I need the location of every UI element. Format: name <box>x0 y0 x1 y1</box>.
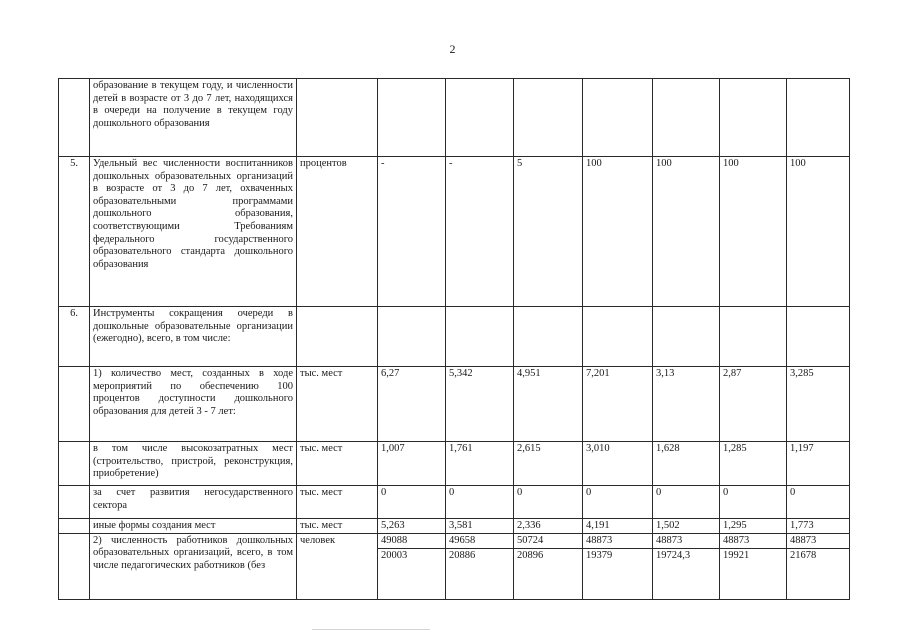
table-row <box>59 79 850 157</box>
value-cell <box>514 307 583 367</box>
value-cell: 0 <box>583 486 653 519</box>
table-row <box>59 533 850 599</box>
value-cell: 2,87 <box>720 367 787 442</box>
value-cell: 1,773 <box>787 519 850 534</box>
value-cell <box>720 307 787 367</box>
value-cell <box>378 79 446 157</box>
table-row <box>59 486 850 519</box>
value-cell: 5 <box>514 157 583 307</box>
value-cell: 0 <box>653 486 720 519</box>
value-cell <box>514 533 583 599</box>
value-cell: 100 <box>583 157 653 307</box>
value-cell <box>378 533 446 599</box>
value-primary: 49088 <box>378 535 446 550</box>
value-cell: 3,285 <box>787 367 850 442</box>
value-cell: 1,628 <box>653 442 720 486</box>
value-cell: 6,27 <box>378 367 446 442</box>
row-number-cell: 5. <box>59 157 90 307</box>
value-primary: 48873 <box>787 535 850 550</box>
unit-cell: тыс. мест <box>297 367 378 442</box>
value-cell: 0 <box>378 486 446 519</box>
table-row <box>59 442 850 486</box>
indicator-description-cell: Удельный вес численности воспитанников дошкольных образовательных организаций в возрасте от 3 до 7 лет, охваченных образовательными программами дошкольного образования, соответствующими Требованиям федерального государственного образовательного стандарта дошкольного образования <box>90 157 297 307</box>
value-cell <box>787 79 850 157</box>
value-cell <box>446 307 514 367</box>
unit-cell: тыс. мест <box>297 519 378 534</box>
value-cell: 0 <box>720 486 787 519</box>
value-secondary: 19379 <box>586 550 613 562</box>
value-cell: 1,295 <box>720 519 787 534</box>
value-cell <box>583 533 653 599</box>
indicator-description-cell: иные формы создания мест <box>90 519 297 534</box>
value-cell <box>583 307 653 367</box>
indicator-description-cell: 1) количество мест, созданных в ходе мероприятий по обеспечению 100 процентов доступности дошкольного образования для детей 3 - 7 лет: <box>90 367 297 442</box>
value-cell: 2,336 <box>514 519 583 534</box>
value-cell <box>583 79 653 157</box>
value-primary: 48873 <box>653 535 720 550</box>
value-cell: 3,13 <box>653 367 720 442</box>
value-cell <box>720 79 787 157</box>
value-primary: 48873 <box>583 535 653 550</box>
value-cell: 100 <box>653 157 720 307</box>
indicator-description-cell: образование в текущем году, и численности детей в возрасте от 3 до 7 лет, находящихся в очереди на получение в текущем году дошкольного образования <box>90 79 297 157</box>
value-cell <box>653 307 720 367</box>
value-secondary: 20886 <box>449 550 476 562</box>
value-primary: 50724 <box>514 535 583 550</box>
value-primary: 49658 <box>446 535 514 550</box>
value-cell: 0 <box>787 486 850 519</box>
value-cell: 4,191 <box>583 519 653 534</box>
value-cell <box>720 533 787 599</box>
value-cell: 1,197 <box>787 442 850 486</box>
indicator-description-cell: в том числе высокозатратных мест (строительство, пристрой, реконструкция, приобретение) <box>90 442 297 486</box>
value-cell: 2,615 <box>514 442 583 486</box>
value-cell <box>378 307 446 367</box>
value-cell <box>446 533 514 599</box>
indicator-description-cell: 2) численность работников дошкольных образовательных организаций, всего, в том числе педагогических работников (без <box>90 533 297 599</box>
value-cell: 3,581 <box>446 519 514 534</box>
unit-cell: тыс. мест <box>297 486 378 519</box>
row-number-cell <box>59 442 90 486</box>
value-cell: 100 <box>787 157 850 307</box>
value-cell: 1,285 <box>720 442 787 486</box>
indicators-table <box>58 78 850 600</box>
value-cell: 1,502 <box>653 519 720 534</box>
value-cell <box>787 533 850 599</box>
table-row <box>59 367 850 442</box>
value-cell: 5,263 <box>378 519 446 534</box>
unit-cell <box>297 307 378 367</box>
value-cell: 3,010 <box>583 442 653 486</box>
table-row <box>59 157 850 307</box>
row-number-cell <box>59 533 90 599</box>
row-number-cell <box>59 519 90 534</box>
unit-cell: человек <box>297 533 378 599</box>
indicator-description-cell: за счет развития негосударственного сектора <box>90 486 297 519</box>
value-cell: 0 <box>514 486 583 519</box>
row-number-cell <box>59 486 90 519</box>
value-cell <box>446 79 514 157</box>
row-number-cell <box>59 79 90 157</box>
value-secondary: 19921 <box>723 550 750 562</box>
value-secondary: 19724,3 <box>656 550 691 562</box>
table-body <box>59 79 850 600</box>
value-cell <box>787 307 850 367</box>
value-primary: 48873 <box>720 535 787 550</box>
value-cell <box>653 79 720 157</box>
unit-cell: тыс. мест <box>297 442 378 486</box>
unit-cell <box>297 79 378 157</box>
value-cell <box>653 533 720 599</box>
row-number-cell: 6. <box>59 307 90 367</box>
page-bottom-stub <box>312 629 430 638</box>
page-number: 2 <box>449 42 456 56</box>
value-cell: - <box>378 157 446 307</box>
value-cell: 100 <box>720 157 787 307</box>
value-cell: 0 <box>446 486 514 519</box>
unit-cell: процентов <box>297 157 378 307</box>
value-cell: 1,761 <box>446 442 514 486</box>
value-secondary: 21678 <box>790 550 817 562</box>
indicator-description-cell: Инструменты сокращения очереди в дошкольные образовательные организации (ежегодно), всего, в том числе: <box>90 307 297 367</box>
value-cell: 5,342 <box>446 367 514 442</box>
table-row <box>59 519 850 534</box>
value-cell: 7,201 <box>583 367 653 442</box>
table-row <box>59 307 850 367</box>
value-cell <box>514 79 583 157</box>
value-cell: 4,951 <box>514 367 583 442</box>
value-secondary: 20003 <box>381 550 408 562</box>
value-cell: - <box>446 157 514 307</box>
row-number-cell <box>59 367 90 442</box>
value-secondary: 20896 <box>517 550 544 562</box>
value-cell: 1,007 <box>378 442 446 486</box>
